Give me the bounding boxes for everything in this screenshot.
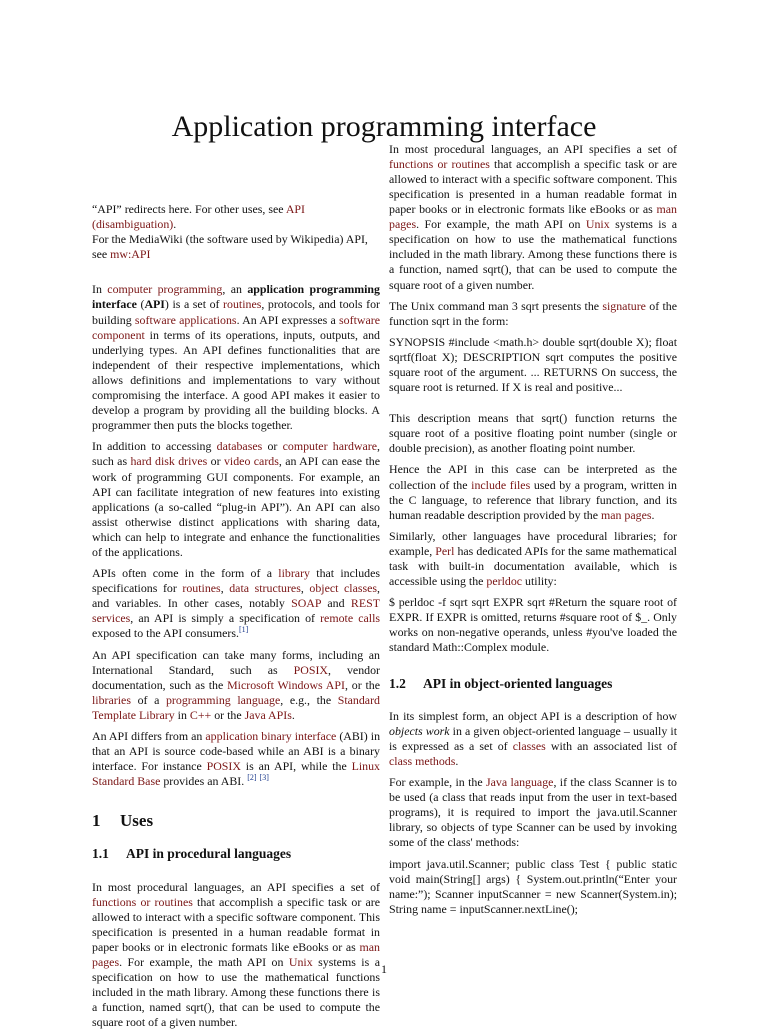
link-hard-disk-drives[interactable]: hard disk drives [130,454,208,469]
paragraph-intro: In computer programming, an application programming interface (API) is a set of routines, protocols, and tools for building software applications. An API expresses a software component in terms of its operations, inputs, outputs, and underlying types. An API defines functionalities that are independent of their respective implementations, which allows definitions and implementations to vary without compromising the interface. A good API makes it easier to develop a program by providing all the building blocks. A programmer then puts the blocks together. [92,282,380,433]
paragraph-object-api: In its simplest form, an object API is a description of how objects work in a given object-oriented language – usually it is expressed as a set of classes with an associated list of class methods. [389,708,678,768]
link-cpp[interactable]: C++ [189,707,212,722]
link-functions-or-routines[interactable]: functions or routines [92,894,193,909]
link-object-classes[interactable]: object classes [309,581,378,596]
link-posix[interactable]: POSIX [293,662,329,677]
code-perldoc: $ perldoc -f sqrt sqrt EXPR sqrt #Return the square root of EXPR. If EXPR is omitted, returns #square root of $_. Only works on non-negative operands, unless #you've loaded the standard Math::Complex module. [389,595,677,655]
link-mw-api[interactable]: mw:API [110,247,151,262]
link-routines-2[interactable]: routines [182,581,221,596]
link-computer-hardware[interactable]: computer hardware [282,439,378,454]
link-posix-2[interactable]: POSIX [206,759,241,774]
right-column [389,141,678,945]
subsection-heading-procedural: 1.1 API in procedural languages [92,846,292,862]
link-linux-standard-base[interactable]: Linux Standard Base [92,759,380,789]
link-java-language[interactable]: Java language [486,775,554,790]
paragraph-procedural: In most procedural languages, an API specifies a set of functions or routines that accomplish a specific task or are allowed to interact with a specific software component. This specification is presented in a human readable format in paper books or in electronic formats like eBooks or as man pages. For example, the math API on Unix systems is a specification on how to use the mathematical functions included in the math library. Among these functions there is a function, named sqrt(), that can be used to compute the square root of a given number. [92,879,380,1030]
paragraph-include-files: Hence the API in this case can be interpreted as the collection of the include files used by a program, written in the C language, to reference that library function, and its human readable description provided by the man pages. [389,462,677,522]
code-java-scanner: import java.util.Scanner; public class Test { public static void main(String[] args) { System.out.println(“Enter your name:”); Scanner inputScanner = new Scanner(System.in); String name = inputScanner.nextLine(); [389,856,677,916]
paragraph-sqrt-signature: The Unix command man 3 sqrt presents the signature of the function sqrt in the form: [389,298,677,328]
paragraph-procedural-continued [389,141,677,293]
link-routines[interactable]: routines [223,297,262,312]
link-microsoft-windows-api[interactable]: Microsoft Windows API [227,677,345,692]
paragraph-hardware: In addition to accessing databases or computer hardware, such as hard disk drives or video cards, an API can ease the work of programming GUI components. For example, an API can facilitate integration of new features into existing applications (a so-called “plug-in API”). An API can also assist otherwise distinct applications with sharing data, which can help to integrate and enhance the functionalities of the applications. [92,439,381,559]
link-signature[interactable]: signature [602,298,646,313]
paragraph-procedural-tail: In most procedural languages, an API specifies a set of functions or routines that accomplish a specific task or are allowed to interact with a specific software component. This specification is presented in a human readable format in paper books or in electronic formats like eBooks or as man pages. For example, the math API on Unix systems is a specification on how to use the mathematical functions included in the math library. Among these functions there is a function, named sqrt(), that can be used to compute the square root of a given number. [389,141,677,292]
link-databases[interactable]: databases [216,439,263,454]
link-software-applications[interactable]: software applications [134,312,237,327]
paragraph-sqrt-description: This description means that sqrt() function returns the square root of a positive floating point number (single or double precision), as another floating point number. [389,411,677,456]
page-number: 1 [381,962,387,976]
link-rest-services[interactable]: REST services [92,596,380,626]
link-man-pages[interactable]: man pages [92,939,380,970]
subsection-heading-object-oriented: 1.2 API in object-oriented languages [389,675,613,691]
link-perl[interactable]: Perl [435,543,455,558]
reference-1[interactable]: [1] [238,625,249,635]
reference-3[interactable]: [3] [259,773,269,783]
page-title: Application programming interface [171,110,597,143]
link-man-pages-2[interactable]: man pages [600,507,652,522]
hatnote-disambiguation: “API” redirects here. For other uses, see API (disambiguation). For the MediaWiki (the software used by Wikipedia) API, see mw:API [92,202,368,262]
link-standard-template-library[interactable]: Standard Template Library [92,692,380,722]
link-abi[interactable]: application binary interface [205,729,337,743]
link-class-methods[interactable]: class methods [389,753,456,768]
link-video-cards[interactable]: video cards [223,454,279,469]
code-synopsis: SYNOPSIS #include <math.h> double sqrt(double X); float sqrtf(float X); DESCRIPTION sqrt computes the positive square root of the argument. ... RETURNS On success, the square root is returned. If X is real and positive... [389,334,677,395]
link-unix[interactable]: Unix [288,955,313,970]
link-remote-calls[interactable]: remote calls [320,611,381,626]
left-column [92,202,381,1030]
link-man-pages-cont[interactable]: man pages [389,202,677,232]
link-include-files[interactable]: include files [471,477,531,492]
link-programming-language[interactable]: programming language [165,692,281,707]
link-java-apis[interactable]: Java APIs [244,707,292,722]
section-heading-uses: 1 Uses [92,811,154,831]
paragraph-abi: An API differs from an application binary interface (ABI) in that an API is source code-based while an ABI is a binary interface. For instance POSIX is an API, while the Linux Standard Base provides an ABI. [2] [3] [92,729,381,789]
link-data-structures[interactable]: data structures [229,581,301,596]
link-functions-or-routines-cont[interactable]: functions or routines [389,156,490,171]
link-unix-cont[interactable]: Unix [585,217,610,232]
paragraph-java-example: For example, in the Java language, if the class Scanner is to be used (a class that reads input from the user in text-based programs), it is required to import the java.util.Scanner library, so objects of type Scanner can be used by invoking some of the class' methods: [389,775,677,850]
paragraph-specification: An API specification can take many forms, including an International Standard, such as POSIX, vendor documentation, such as the Microsoft Windows API, or the libraries of a programming language, e.g., the Standard Template Library in C++ or the Java APIs. [92,647,380,722]
link-soap[interactable]: SOAP [291,596,322,611]
link-api-disambiguation[interactable]: API (disambiguation) [92,202,305,232]
paragraph-perl: Similarly, other languages have procedural libraries; for example, Perl has dedicated APIs for the same mathematical task with built-in documentation available, which is accessible using the perldoc utility: [389,528,677,589]
link-libraries[interactable]: libraries [92,692,131,707]
link-library[interactable]: library [278,566,310,581]
reference-2[interactable]: [2] [247,773,257,783]
link-perldoc[interactable]: perldoc [486,574,523,589]
link-software-component[interactable]: software component [92,312,380,342]
link-classes[interactable]: classes [512,738,546,753]
paragraph-libraries: APIs often come in the form of a library that includes specifications for routines, data structures, object classes, and variables. In other cases, notably SOAP and REST services, an API is simply a specification of remote calls exposed to the API consumers.[1] [92,566,381,641]
link-computer-programming[interactable]: computer programming [107,282,223,297]
